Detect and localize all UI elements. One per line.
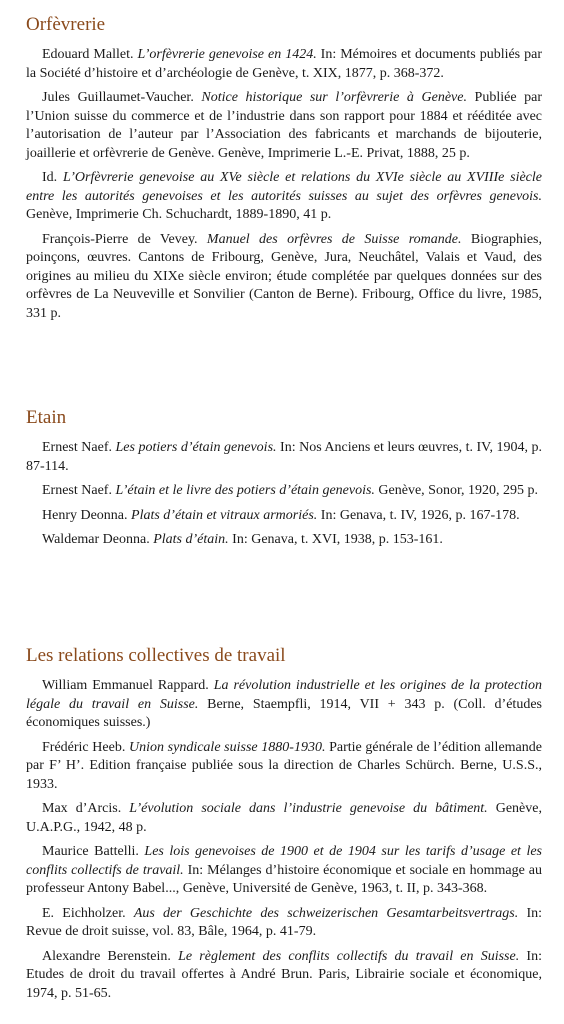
- bibliography-entry: [26, 739, 542, 795]
- entry-author: Id.: [42, 170, 63, 185]
- entry-title: Le règlement des conflits collectifs du travail en Suisse.: [178, 948, 520, 964]
- entry-title: Union syndicale suisse 1880-1930.: [129, 739, 326, 755]
- bibliography-entry: [26, 531, 542, 550]
- entry-details: In: Nos Anciens et leurs œuvres, t. IV, 1904, p. 87-114.: [26, 440, 543, 474]
- section-etain: [26, 407, 542, 556]
- entry-author: Jules Guillaumet-Vaucher.: [42, 90, 202, 105]
- section-relations-collectives: [26, 645, 542, 1009]
- entry-details: In: Genava, t. XVI, 1938, p. 153-161.: [228, 532, 443, 547]
- bibliography-entry: [26, 677, 542, 733]
- entry-details: In: Etudes de droit du travail offertes à André Brun. Paris, Librairie sociale et économique, 1974, p. 51-65.: [26, 948, 542, 1001]
- section-heading: Orfèvrerie: [26, 14, 106, 35]
- entry-details: Biographies, poinçons, œuvres. Cantons de Fribourg, Genève, Jura, Neuchâtel, Valais et Vaud, des origines au milieu du XIXe siècle environ; étude complétée par quelques données sur des orfèvres de La Neuveville et Sonvilier (Canton de Berne). Fribourg, Office du livre, 1985, 331 p.: [26, 231, 542, 321]
- bibliography-entry: [26, 89, 542, 163]
- entry-author: Ernest Naef.: [42, 483, 116, 498]
- entry-details: Partie générale de l’édition allemande par F’ H’. Edition française publiée sous la direction de Charles Schürch. Berne, U.S.S., 1933.: [26, 739, 542, 792]
- entry-details: In: Genava, t. IV, 1926, p. 167-178.: [317, 507, 520, 523]
- section-heading: Etain: [26, 407, 67, 428]
- entry-author: Alexandre Berenstein.: [42, 948, 179, 964]
- bibliography-entry: [26, 948, 542, 1004]
- entry-title: Aus der Geschichte des schweizerischen Gesamtarbeitsvertrags.: [133, 905, 519, 921]
- bibliography-entry: [26, 905, 542, 942]
- entry-author: Max d’Arcis.: [42, 801, 130, 816]
- entry-author: Edouard Mallet.: [42, 47, 138, 62]
- entry-author: Frédéric Heeb.: [42, 739, 129, 755]
- entry-title: L’évolution sociale dans l’industrie genevoise du bâtiment.: [129, 801, 488, 816]
- entry-author: William Emmanuel Rappard.: [42, 678, 214, 693]
- entry-details: Genève, U.A.P.G., 1942, 48 p.: [26, 801, 542, 835]
- entry-details: In: Mélanges d’histoire économique et sociale en hommage au professeur Antony Babel..., Genève, Université de Genève, 1963, t. II, p. 343-368.: [26, 862, 542, 896]
- bibliography-entry: [26, 439, 542, 476]
- entry-title: Plats d’étain et vitraux armoriés.: [131, 507, 318, 523]
- bibliography-entry: [26, 169, 542, 225]
- entry-details: In: Revue de droit suisse, vol. 83, Bâle, 1964, p. 41-79.: [26, 905, 542, 939]
- bibliography-entry: [26, 231, 542, 324]
- bibliography-entry: [26, 482, 542, 501]
- entry-details: In: Mémoires et documents publiés par la Société d’histoire et d’archéologie de Genève, t. XIX, 1877, p. 368-372.: [26, 47, 542, 81]
- entry-details: Genève, Imprimerie Ch. Schuchardt, 1889-1890, 41 p.: [26, 207, 332, 222]
- entry-title: La révolution industrielle et les origines de la protection légale du travail en Suisse.: [26, 678, 542, 712]
- entry-author: Maurice Battelli.: [42, 844, 145, 859]
- entry-details: Publiée par l’Union suisse du commerce et de l’industrie dans son rapport pour 1884 et rééditée avec l’autorisation de l’auteur par l’Association des fabricants et marchands de bijouterie, joaillerie et orfèvrerie de Genève. Genève, Imprimerie L.-E. Privat, 1888, 25 p.: [26, 90, 542, 161]
- entry-title: Notice historique sur l’orfèvrerie à Genève.: [201, 90, 467, 105]
- entry-title: L’Orfèvrerie genevoise au XVe siècle et relations du XVIe siècle au XVIIIe siècle entre les autorités genevoises et les autorités suisses au sujet des orfèvres genevois.: [26, 170, 542, 204]
- section-orfevrerie: [26, 14, 542, 329]
- bibliography-entry: [26, 800, 542, 837]
- entry-title: Plats d’étain.: [153, 532, 229, 547]
- entry-title: Les potiers d’étain genevois.: [115, 440, 277, 455]
- entry-details: Genève, Sonor, 1920, 295 p.: [374, 483, 539, 498]
- entry-author: Waldemar Deonna.: [42, 532, 154, 547]
- entry-title: Manuel des orfèvres de Suisse romande.: [206, 231, 462, 247]
- entry-author: François-Pierre de Vevey.: [42, 231, 207, 247]
- entry-details: Berne, Staempfli, 1914, VII + 343 p. (Coll. d’études économiques suisses.): [26, 696, 542, 730]
- entry-author: E. Eichholzer.: [42, 905, 134, 921]
- entry-author: Ernest Naef.: [42, 440, 116, 455]
- entry-title: L’orfèvrerie genevoise en 1424.: [137, 47, 317, 62]
- entry-title: L’étain et le livre des potiers d’étain genevois.: [115, 483, 375, 498]
- section-heading: Les relations collectives de travail: [26, 645, 286, 666]
- bibliography-entry: [26, 843, 542, 899]
- entry-author: Henry Deonna.: [42, 507, 132, 523]
- entry-title: Les lois genevoises de 1900 et de 1904 sur les tarifs d’usage et les conflits collectifs de travail.: [26, 844, 543, 878]
- bibliography-entry: [26, 507, 542, 526]
- bibliography-entry: [26, 46, 542, 83]
